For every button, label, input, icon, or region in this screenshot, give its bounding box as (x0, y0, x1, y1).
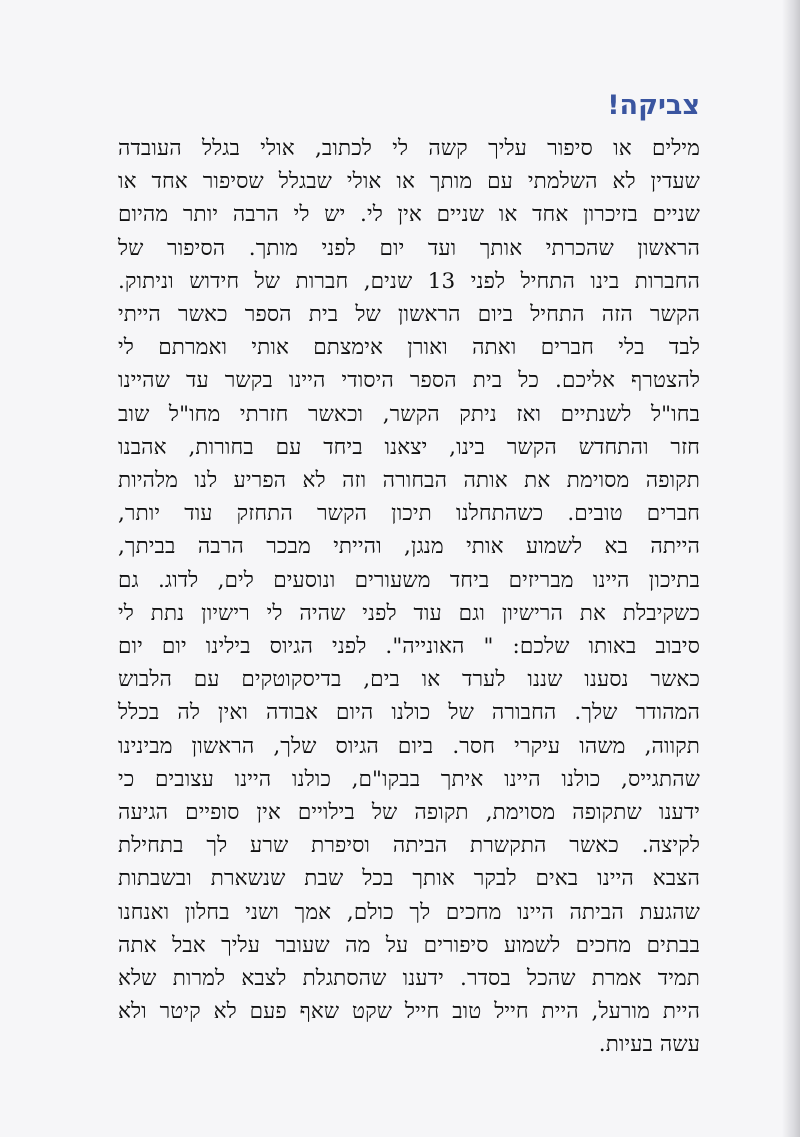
text-line: שהגעת הביתה היינו מחכים לך כולם, אמך ושני בחלון ואנחנו (118, 899, 700, 925)
text-line: להצטרף אליכם. כל בית הספר היסודי היינו בקשר עד שהיינו (118, 368, 700, 394)
text-line: כאשר נסענו שננו לערד או בים, בדיסקוטקים עם הלבוש (118, 667, 700, 693)
text-line: סיבוב באותו שלכם: " האונייה". לפני הגיוס בילינו יום יום (118, 634, 700, 660)
text-line: שהתגייס, כולנו היינו איתך בבקו"ם, כולנו היינו עצובים כי (118, 766, 700, 792)
document-title: צביקה! (607, 90, 700, 121)
text-line: שניים בזיכרון אחד או שניים אין לי. יש לי הרבה יותר מהיום (118, 202, 700, 228)
text-line: בחו"ל לשנתיים ואז ניתק הקשר, וכאשר חזרתי מחו"ל שוב (118, 401, 700, 427)
text-line: החברות בינו התחיל לפני 13 שנים, חברות של חידוש וניתוק. (118, 268, 700, 294)
text-line: מילים או סיפור עליך קשה לי לכתוב, אולי בגלל העובדה (118, 136, 700, 161)
text-line: תקווה, משהו עיקרי חסר. ביום הגיוס שלך, הראשון מבינינו (118, 733, 700, 759)
document-paragraph (118, 132, 700, 1062)
text-line: כשקיבלת את הרישיון וגם עוד לפני שהיה לי רישיון נתת לי (118, 600, 700, 626)
text-line: הייתה בא לשמוע אותי מנגן, והייתי מבכר הרבה בביתך, (118, 534, 700, 560)
text-line: הצבא היינו באים לבקר אותך בכל שבת שנשארת ובשבתות (118, 866, 700, 892)
text-line: לבד בלי חברים ואתה ואורן אימצתם אותי ואמרתם לי (118, 335, 700, 361)
text-line: עשה בעיות. (598, 1032, 700, 1058)
text-line: שעדין לא השלמתי עם מותך או אולי שבגלל שסיפור אחד או (118, 169, 700, 195)
text-line: היית מורעל, היית חייל טוב חייל שקט שאף פעם לא קיטר ולא (118, 999, 700, 1025)
text-line: הקשר הזה התחיל ביום הראשון של בית הספר כאשר הייתי (118, 302, 700, 328)
page-edge-shadow (782, 0, 800, 1137)
text-line: לקיצה. כאשר התקשרת הביתה וסיפרת שרע לך בתחילת (118, 833, 700, 859)
text-line: הראשון שהכרתי אותך ועד יום לפני מותך. הסיפור של (118, 235, 700, 261)
text-line: תמיד אמרת שהכל בסדר. ידענו שהסתגלת לצבא למרות שלא (118, 966, 700, 992)
document-body (118, 86, 700, 1062)
text-line: בבתים מחכים לשמוע סיפורים על מה שעובר עליך אבל אתה (118, 932, 700, 958)
text-line: בתיכון היינו מבריזים ביחד משעורים ונוסעים לים, לדוג. גם (118, 567, 700, 593)
text-line: ידענו שתקופה מסוימת, תקופה של בילויים אין סופיים הגיעה (118, 800, 700, 826)
text-line: חברים טובים. כשהתחלנו תיכון הקשר התחזק עוד יותר, (118, 501, 700, 527)
text-line: המהודר שלך. החבורה של כולנו היום אבודה ואין לה בכלל (118, 700, 700, 726)
text-line: חזר והתחדש הקשר בינו, יצאנו ביחד עם בחורות, אהבנו (118, 434, 700, 460)
text-line: תקופה מסוימת את אותה הבחורה וזה לא הפריע לנו מלהיות (118, 468, 700, 494)
